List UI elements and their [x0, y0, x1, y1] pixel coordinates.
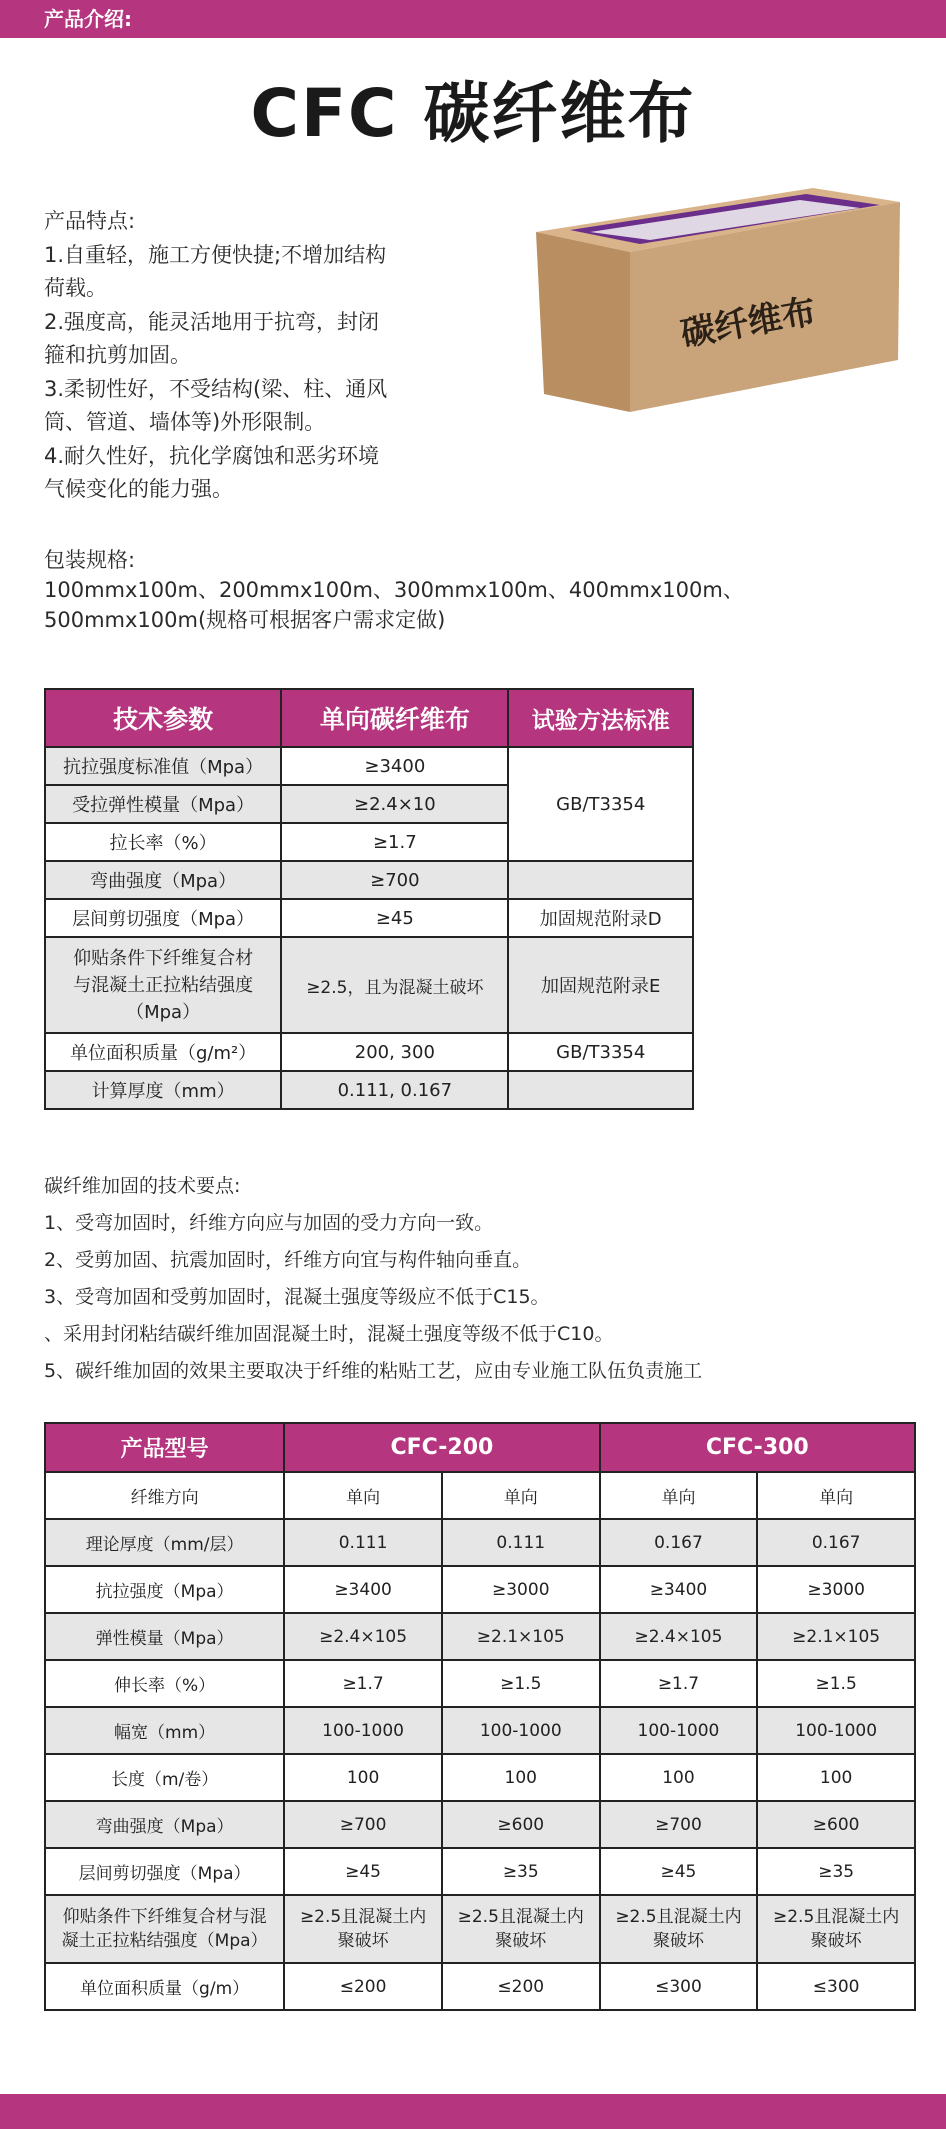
model-cell: ≥2.4×105: [600, 1613, 758, 1660]
spec-method-empty: [508, 861, 693, 899]
header-bar: [0, 0, 946, 38]
model-cell-line: ≥2.5且混凝土内: [299, 1907, 427, 1927]
table-row: [45, 1707, 915, 1754]
spec-param: 计算厚度（mm）: [45, 1071, 281, 1109]
model-cell: ≤200: [442, 1963, 600, 2010]
table-row: [45, 1566, 915, 1613]
table-row: [45, 1613, 915, 1660]
model-cell: ≥700: [284, 1801, 442, 1848]
model-row-label: 理论厚度（mm/层）: [45, 1519, 284, 1566]
model-header-cfc200: CFC-200: [284, 1423, 599, 1472]
model-cell: 单向: [757, 1472, 915, 1519]
model-cell: 0.167: [600, 1519, 758, 1566]
spec-value: ≥2.5，且为混凝土破坏: [281, 937, 508, 1033]
model-cell-line: ≥2.5且混凝土内: [615, 1907, 742, 1927]
spec-value: ≥1.7: [281, 823, 508, 861]
model-cell: ≥1.5: [442, 1660, 600, 1707]
spec-method: GB/T3354: [508, 1033, 693, 1071]
spec-value: 200, 300: [281, 1033, 508, 1071]
spec-param-line: 与混凝土正拉粘结强度: [73, 974, 254, 996]
model-cell: 100: [442, 1754, 600, 1801]
features-line: 箍和抗剪加固。: [44, 343, 191, 367]
product-box-image: [530, 180, 910, 420]
footer-bar: [0, 2094, 946, 2129]
table-row: [45, 1848, 915, 1895]
features-line: 3.柔韧性好，不受结构(梁、柱、通风: [44, 376, 388, 401]
spec-param-line: （Mpa）: [126, 1001, 201, 1023]
spec-value: 0.111, 0.167: [281, 1071, 508, 1109]
model-cell: 100: [757, 1754, 915, 1801]
model-cell: 单向: [442, 1472, 600, 1519]
packaging-line: 500mmx100m(规格可根据客户需求定做): [44, 608, 446, 632]
model-cell: 0.167: [757, 1519, 915, 1566]
features-line: 筒、管道、墙体等)外形限制。: [44, 410, 326, 434]
features-line: 4.耐久性好，抗化学腐蚀和恶劣环境: [44, 443, 380, 468]
model-cell: 100: [600, 1754, 758, 1801]
model-cell: ≥3400: [600, 1566, 758, 1613]
model-cell: ≥3000: [757, 1566, 915, 1613]
model-cell: 100-1000: [757, 1707, 915, 1754]
table-row: [45, 861, 693, 899]
model-cell: ≥3400: [284, 1566, 442, 1613]
spec-param-line: 仰贴条件下纤维复合材: [73, 947, 254, 969]
spec-param: 单位面积质量（g/m²）: [45, 1033, 281, 1071]
model-cell: 0.111: [442, 1519, 600, 1566]
packaging-block: [44, 545, 924, 635]
features-line: 产品特点:: [44, 209, 136, 233]
model-cell: ≤200: [284, 1963, 442, 2010]
model-cell: ≥600: [757, 1801, 915, 1848]
model-header-row: [45, 1423, 915, 1472]
model-cell-line: 聚破坏: [652, 1931, 704, 1951]
header-label: 产品介绍:: [44, 7, 132, 31]
model-cell: 100: [284, 1754, 442, 1801]
spec-header-method: 试验方法标准: [508, 689, 693, 747]
model-row-label: 弹性模量（Mpa）: [45, 1613, 284, 1660]
model-row-label: 单位面积质量（g/m）: [45, 1963, 284, 2010]
packaging-line: 包装规格:: [44, 548, 136, 572]
model-cell-line: 聚破坏: [810, 1931, 862, 1951]
features-line: 气候变化的能力强。: [44, 477, 233, 501]
model-cell: 100-1000: [284, 1707, 442, 1754]
table-row: [45, 1071, 693, 1109]
features-line: 1.自重轻，施工方便快捷;不增加结构: [44, 242, 387, 267]
model-cell: ≥45: [284, 1848, 442, 1895]
table-row: [45, 1660, 915, 1707]
spec-method: 加固规范附录E: [508, 937, 693, 1033]
table-row: [45, 1754, 915, 1801]
model-row-label: 弯曲强度（Mpa）: [45, 1801, 284, 1848]
tips-line: 1、受弯加固时，纤维方向应与加固的受力方向一致。: [44, 1212, 494, 1234]
model-header-label: 产品型号: [45, 1423, 284, 1472]
model-table: [44, 1422, 916, 2011]
model-cell-line: 聚破坏: [495, 1931, 547, 1951]
model-cell-line: ≥2.5且混凝土内: [773, 1907, 900, 1927]
spec-value: ≥3400: [281, 747, 508, 785]
model-row-label: 抗拉强度（Mpa）: [45, 1566, 284, 1613]
model-cell: ≤300: [757, 1963, 915, 2010]
model-cell: ≥2.1×105: [442, 1613, 600, 1660]
packaging-line: 100mmx100m、200mmx100m、300mmx100m、400mmx100m、: [44, 578, 744, 602]
page-title: CFC 碳纤维布: [250, 75, 696, 152]
model-row-label-line: 仰贴条件下纤维复合材与混: [62, 1907, 267, 1927]
model-row-label: 长度（m/卷）: [45, 1754, 284, 1801]
model-row-label: 伸长率（%）: [45, 1660, 284, 1707]
model-cell: 0.111: [284, 1519, 442, 1566]
spec-method: 加固规范附录D: [508, 899, 693, 937]
product-box-graphic: [530, 180, 910, 420]
tips-line: 碳纤维加固的技术要点:: [44, 1175, 241, 1197]
tips-line: 、采用封闭粘结碳纤维加固混凝土时，混凝土强度等级不低于C10。: [44, 1323, 614, 1345]
spec-param: 弯曲强度（Mpa）: [45, 861, 281, 899]
model-cell-multiline: [600, 1895, 758, 1963]
spec-header-row: [45, 689, 693, 747]
table-row: [45, 747, 693, 785]
model-cell: 100-1000: [600, 1707, 758, 1754]
model-cell: ≥35: [442, 1848, 600, 1895]
table-row: [45, 1801, 915, 1848]
spec-header-param: 技术参数: [45, 689, 281, 747]
model-cell-line: ≥2.5且混凝土内: [457, 1907, 584, 1927]
spec-param: 抗拉强度标准值（Mpa）: [45, 747, 281, 785]
spec-method: GB/T3354: [508, 747, 693, 861]
table-row: [45, 1963, 915, 2010]
spec-value: ≥700: [281, 861, 508, 899]
spec-method-empty: [508, 1071, 693, 1109]
model-cell-multiline: [757, 1895, 915, 1963]
model-cell: 单向: [284, 1472, 442, 1519]
features-line: 荷载。: [44, 276, 107, 300]
model-cell-multiline: [442, 1895, 600, 1963]
model-row-label-multiline: [45, 1895, 284, 1963]
spec-value: ≥2.4×10: [281, 785, 508, 823]
model-cell: ≥1.7: [284, 1660, 442, 1707]
tips-block: [44, 1168, 924, 1390]
table-row: [45, 1472, 915, 1519]
model-cell: ≥700: [600, 1801, 758, 1848]
model-cell: ≥45: [600, 1848, 758, 1895]
table-row: [45, 899, 693, 937]
tips-line: 3、受弯加固和受剪加固时，混凝土强度等级应不低于C15。: [44, 1286, 550, 1308]
tips-line: 5、碳纤维加固的效果主要取决于纤维的粘贴工艺，应由专业施工队伍负责施工: [44, 1360, 703, 1382]
model-cell-line: 聚破坏: [337, 1931, 389, 1951]
spec-param-multiline: [45, 937, 281, 1033]
spec-value: ≥45: [281, 899, 508, 937]
spec-table: [44, 688, 694, 1110]
model-row-label-line: 凝土正拉粘结强度（Mpa）: [61, 1931, 268, 1951]
model-cell: ≥2.1×105: [757, 1613, 915, 1660]
model-cell: ≥1.5: [757, 1660, 915, 1707]
model-cell: 100-1000: [442, 1707, 600, 1754]
model-header-cfc300: CFC-300: [600, 1423, 915, 1472]
model-cell: ≥35: [757, 1848, 915, 1895]
spec-header-value: 单向碳纤维布: [281, 689, 508, 747]
model-cell: ≥2.4×105: [284, 1613, 442, 1660]
model-cell: 单向: [600, 1472, 758, 1519]
table-row: [45, 1519, 915, 1566]
features-line: 2.强度高，能灵活地用于抗弯，封闭: [44, 309, 380, 334]
model-cell: ≤300: [600, 1963, 758, 2010]
spec-param: 层间剪切强度（Mpa）: [45, 899, 281, 937]
model-row-label: 纤维方向: [45, 1472, 284, 1519]
table-row: [45, 1895, 915, 1963]
model-cell-multiline: [284, 1895, 442, 1963]
table-row: [45, 937, 693, 1033]
model-row-label: 层间剪切强度（Mpa）: [45, 1848, 284, 1895]
model-cell: ≥1.7: [600, 1660, 758, 1707]
spec-param: 受拉弹性模量（Mpa）: [45, 785, 281, 823]
spec-param: 拉长率（%）: [45, 823, 281, 861]
model-cell: ≥3000: [442, 1566, 600, 1613]
tips-line: 2、受剪加固、抗震加固时，纤维方向宜与构件轴向垂直。: [44, 1249, 532, 1271]
model-cell: ≥600: [442, 1801, 600, 1848]
box-label: 碳纤维布: [677, 291, 819, 355]
features-block: [44, 205, 464, 507]
table-row: [45, 1033, 693, 1071]
model-row-label: 幅宽（mm）: [45, 1707, 284, 1754]
